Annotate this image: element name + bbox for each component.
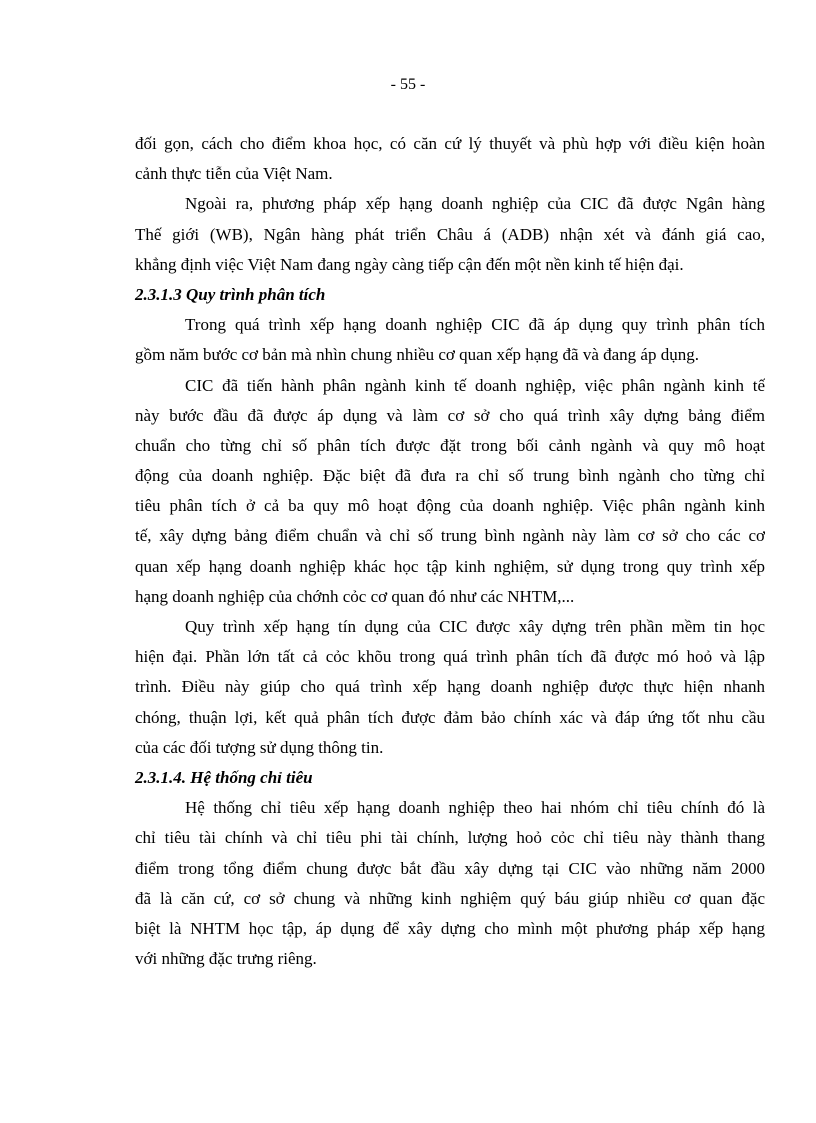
section-heading: 2.3.1.3 Quy trình phân tích bbox=[135, 284, 326, 304]
text-line: hiện đại. Phần lớn tất cả cỏc khõu trong quá trình phân tích đã được mó hoỏ và lập bbox=[135, 647, 765, 667]
text-line: Trong quá trình xếp hạng doanh nghiệp CIC đã áp dụng quy trình phân tích bbox=[185, 315, 765, 335]
text-line: Thế giới (WB), Ngân hàng phát triển Châu á (ADB) nhận xét và đánh giá cao, bbox=[135, 224, 765, 244]
text-line: này bước đầu đã được áp dụng và làm cơ sở cho quá trình xây dựng bảng điểm bbox=[135, 405, 765, 425]
text-line: động của doanh nghiệp. Đặc biệt đã đưa ra chỉ số trung bình ngành cho từng chỉ bbox=[135, 466, 765, 486]
text-line: gồm năm bước cơ bản mà nhìn chung nhiều cơ quan xếp hạng đã và đang áp dụng. bbox=[135, 345, 699, 365]
text-line: chuẩn cho từng chỉ số phân tích được đặt trong bối cảnh ngành và quy mô hoạt bbox=[135, 435, 765, 455]
text-line: với những đặc trưng riêng. bbox=[135, 949, 317, 969]
text-line: đã là căn cứ, cơ sở chung và những kinh nghiệm quý báu giúp nhiều cơ quan đặc bbox=[135, 888, 765, 908]
paragraph bbox=[135, 371, 765, 613]
text-line: điểm trong tổng điểm chung được bắt đầu xây dựng tại CIC vào những năm 2000 bbox=[135, 858, 765, 878]
paragraph bbox=[135, 793, 765, 974]
text-line: chỉ tiêu tài chính và chỉ tiêu phi tài chính, lượng hoỏ cỏc chỉ tiêu này thành thang bbox=[135, 828, 765, 848]
text-line: biệt là NHTM học tập, áp dụng để xây dựng cho mình một phương pháp xếp hạng bbox=[135, 918, 765, 938]
paragraph bbox=[135, 310, 765, 370]
text-line: tế, xây dựng bảng điểm chuẩn và chỉ số trung bình ngành này làm cơ sở cho các cơ bbox=[135, 526, 765, 546]
text-line: đối gọn, cách cho điểm khoa học, có căn cứ lý thuyết và phù hợp với điều kiện hoàn bbox=[135, 134, 765, 153]
text-line: quan xếp hạng doanh nghiệp khác học tập kinh nghiệm, sử dụng trong quy trình xếp bbox=[135, 556, 765, 576]
paragraph bbox=[135, 612, 765, 763]
section-heading: 2.3.1.4. Hệ thống chỉ tiêu bbox=[135, 767, 313, 787]
text-line: CIC đã tiến hành phân ngành kinh tế doanh nghiệp, việc phân ngành kinh tế bbox=[185, 375, 765, 395]
text-line: của các đối tượng sử dụng thông tin. bbox=[135, 737, 384, 757]
text-line: trình. Điều này giúp cho quá trình xếp hạng doanh nghiệp được thực hiện nhanh bbox=[135, 677, 765, 697]
text-line: Ngoài ra, phương pháp xếp hạng doanh nghiệp của CIC đã được Ngân hàng bbox=[185, 194, 765, 214]
text-line: hạng doanh nghiệp của chớnh cỏc cơ quan đó như các NHTM,... bbox=[135, 586, 575, 606]
paragraph bbox=[135, 189, 765, 280]
document-body bbox=[135, 129, 765, 974]
paragraph bbox=[135, 129, 765, 189]
text-line: cảnh thực tiễn của Việt Nam. bbox=[135, 164, 333, 184]
text-line: tiêu phân tích ở cả ba quy mô hoạt động của doanh nghiệp. Việc phân ngành kinh bbox=[135, 496, 765, 516]
text-line: Quy trình xếp hạng tín dụng của CIC được xây dựng trên phần mềm tin học bbox=[185, 617, 765, 636]
text-line: chóng, thuận lợi, kết quả phân tích được đảm bảo chính xác và đáp ứng tốt nhu cầu bbox=[135, 707, 765, 727]
text-line: khẳng định việc Việt Nam đang ngày càng tiếp cận đến một nền kinh tế hiện đại. bbox=[135, 254, 684, 274]
text-line: Hệ thống chỉ tiêu xếp hạng doanh nghiệp theo hai nhóm chỉ tiêu chính đó là bbox=[185, 798, 765, 818]
page-number: - 55 - bbox=[390, 76, 426, 93]
